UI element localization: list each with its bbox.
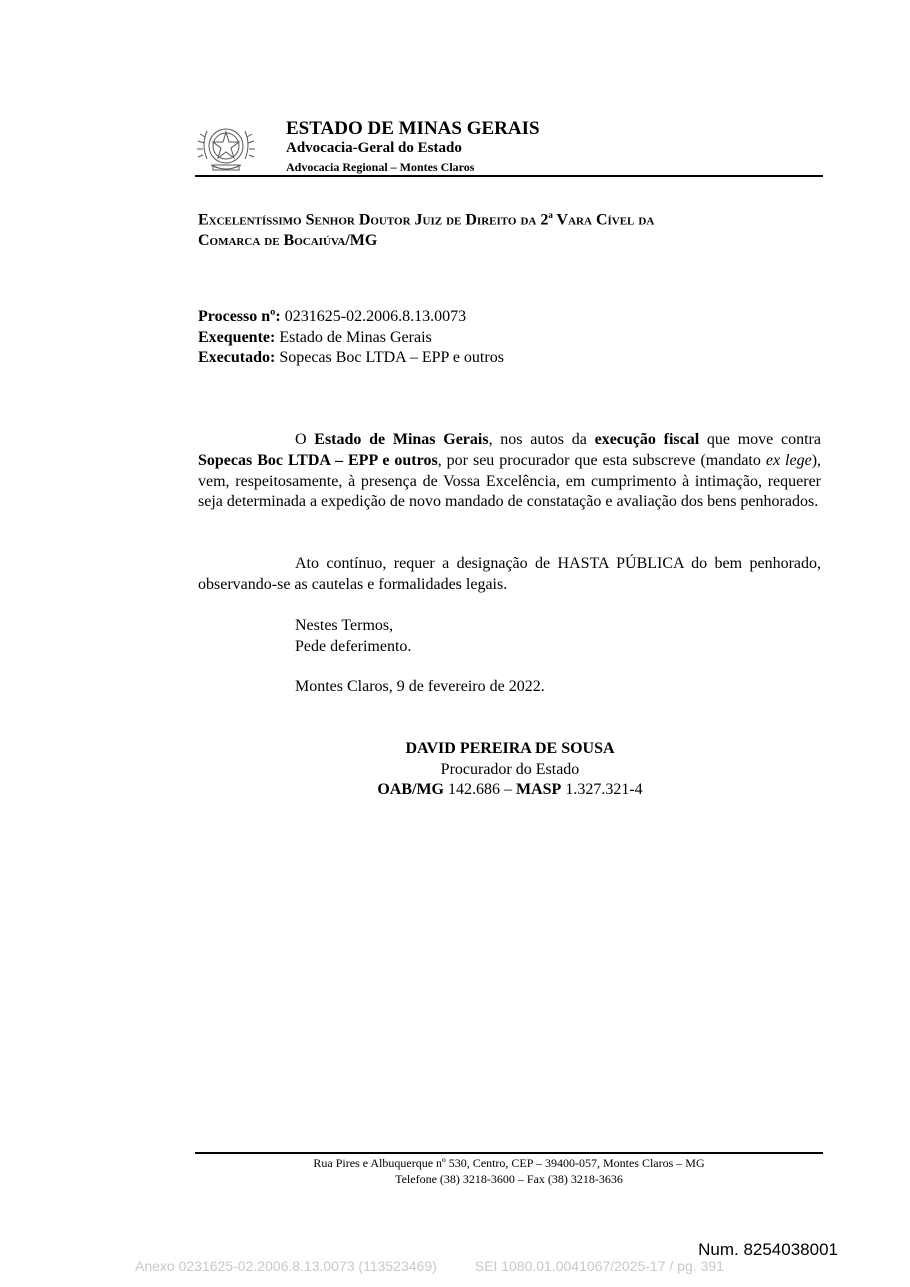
- signer-name: DAVID PEREIRA DE SOUSA: [405, 740, 615, 757]
- header-subtitle-regional: Advocacia Regional – Montes Claros: [286, 160, 475, 174]
- p1-bold-state: Estado de Minas Gerais: [314, 431, 489, 448]
- executado-value: Sopecas Boc LTDA – EPP e outros: [275, 349, 504, 366]
- closing-line-2: Pede deferimento.: [295, 637, 412, 655]
- header-title: ESTADO DE MINAS GERAIS: [286, 118, 540, 139]
- addressee-ordinal: a: [548, 210, 553, 220]
- masp-value: 1.327.321-4: [561, 781, 643, 798]
- date-line: Montes Claros, 9 de fevereiro de 2022.: [295, 678, 545, 695]
- document-number: Num. 8254038001: [698, 1240, 838, 1259]
- footer-divider: [195, 1152, 823, 1154]
- body-paragraph-2: Ato contínuo, requer a designação de HASTA PÚBLICA do bem penhorado, observando-se as cautelas e formalidades legais.: [198, 555, 821, 593]
- annex-stamp: [135, 1258, 724, 1274]
- addressee: [198, 205, 821, 251]
- footer: [195, 1155, 823, 1187]
- p1-text-c: , nos autos da: [488, 431, 595, 448]
- p1-bold-party: Sopecas Boc LTDA – EPP e outros: [198, 451, 438, 469]
- process-label: Processo nº:: [198, 308, 281, 325]
- addressee-line1-rest: Vara Cível da: [552, 211, 655, 229]
- header-divider: [195, 175, 823, 177]
- p1-text-a: O: [295, 431, 315, 448]
- closing-line-1: Nestes Termos,: [295, 617, 394, 634]
- p1-text-e: que move contra: [699, 431, 821, 448]
- header-subtitle-agency: Advocacia-Geral do Estado: [286, 140, 462, 156]
- coat-of-arms-icon: [193, 115, 259, 177]
- signer-role: Procurador do Estado: [440, 760, 580, 778]
- oab-label: OAB/MG: [377, 781, 444, 798]
- process-value: 0231625-02.2006.8.13.0073: [280, 308, 467, 325]
- masp-label: MASP: [516, 781, 562, 798]
- case-info: [198, 307, 504, 369]
- oab-value: 142.686 –: [444, 781, 516, 798]
- sei-reference: SEI 1080.01.0041067/2025-17 / pg. 391: [474, 1258, 724, 1274]
- exequente-label: Exequente:: [198, 328, 276, 346]
- p1-text-g: , por seu procurador que esta subscreve (mandato: [437, 451, 766, 469]
- exequente-value: Estado de Minas Gerais: [275, 328, 432, 346]
- footer-phone: Telefone (38) 3218-3600 – Fax (38) 3218-3636: [395, 1172, 623, 1186]
- p1-text-i: ), vem, respeitosamente, à presença de Vossa Excelência, em cumprimento à intimação, requerer seja determinada a expedição de novo mandado de constatação e avaliação dos bens penhorados.: [198, 451, 822, 511]
- p1-italic-exlege: ex lege: [765, 451, 812, 469]
- closing: [295, 616, 411, 658]
- annex-reference: Anexo 0231625-02.2006.8.13.0073 (113523469): [135, 1258, 437, 1274]
- body-paragraph-1: [198, 430, 821, 513]
- executado-label: Executado:: [198, 349, 276, 366]
- p1-bold-execution: execução fiscal: [594, 431, 700, 448]
- addressee-line2: Comarca de Bocaiúva/MG: [198, 232, 378, 250]
- footer-address: Rua Pires e Albuquerque nº 530, Centro, CEP – 39400-057, Montes Claros – MG: [313, 1156, 705, 1170]
- addressee-line1: Excelentíssimo Senhor Doutor Juiz de Direito da 2: [198, 211, 549, 229]
- signature-block: [310, 739, 710, 801]
